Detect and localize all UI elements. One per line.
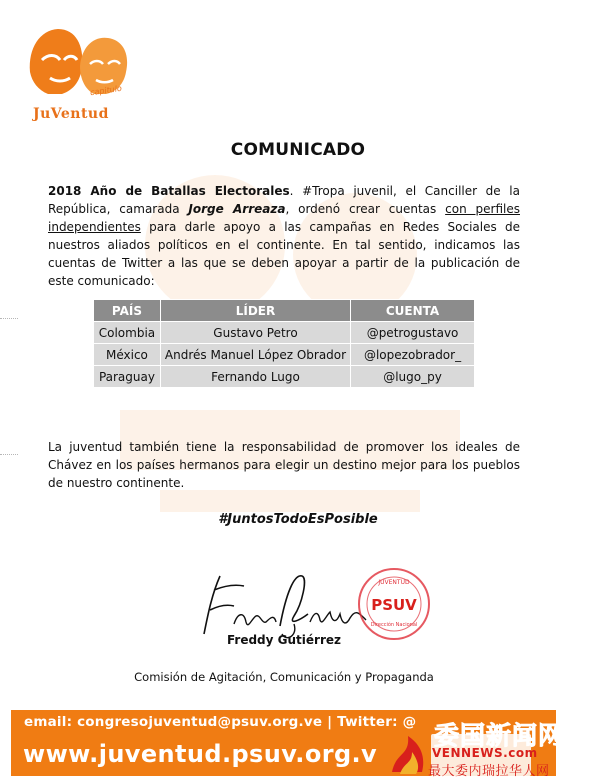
seal-bottom-text: Dirección Nacional bbox=[370, 622, 418, 628]
table-header-row bbox=[94, 300, 475, 322]
cell-country: México bbox=[94, 344, 161, 366]
two-faces-logo-icon bbox=[26, 24, 134, 108]
site-name-cn: 委国新闻网 bbox=[434, 721, 565, 750]
table-row bbox=[94, 344, 475, 366]
closing-paragraph: La juventud también tiene la responsabilidad de promover los ideales de Chávez en los países hermanos para elegir un destino mejor para los pueblos de nuestro continente. bbox=[48, 440, 520, 490]
page-title: COMUNICADO bbox=[230, 140, 366, 160]
intro-text-a: . #Tropa juvenil, el Canciller de la República, camarada bbox=[48, 184, 520, 216]
cell-country: Paraguay bbox=[94, 366, 161, 388]
signer-name: Freddy Gutiérrez bbox=[226, 633, 341, 647]
margin-dots bbox=[0, 454, 18, 455]
intro-paragraph bbox=[48, 182, 520, 290]
intro-underlined: con perfiles independientes bbox=[48, 202, 520, 234]
psuv-seal-icon bbox=[356, 566, 432, 642]
table-row bbox=[94, 366, 475, 388]
site-tagline: 最大委内瑞拉华人网 bbox=[428, 764, 550, 779]
commission-name: Comisión de Agitación, Comunicación y Propaganda bbox=[134, 670, 434, 684]
table-row bbox=[94, 322, 475, 344]
intro-text-c: para darle apoyo a las campañas en Redes Sociales de nuestros aliados políticos en el continente. En tal sentido, indicamos las cuentas de Twitter a las que se deben apoyar a partir de la publicación de este comunicado: bbox=[48, 220, 520, 288]
site-watermark bbox=[386, 716, 596, 783]
footer-contact: email: congresojuventud@psuv.org.ve | Twitter: @ bbox=[24, 714, 417, 730]
margin-dots bbox=[0, 318, 18, 319]
cell-account: @petrogustavo bbox=[351, 322, 475, 344]
logo-juventud-text: JuVentud bbox=[33, 106, 109, 122]
intro-text-b: , ordenó crear cuentas bbox=[285, 202, 446, 216]
cell-leader: Fernando Lugo bbox=[160, 366, 350, 388]
site-name-en: VENNEWS.com bbox=[432, 746, 538, 760]
seal-party-text: PSUV bbox=[371, 596, 417, 614]
logo-capitulo-text: capitulo bbox=[89, 83, 123, 98]
cell-country: Colombia bbox=[94, 322, 161, 344]
accounts-table bbox=[93, 299, 475, 388]
cell-leader: Gustavo Petro bbox=[160, 322, 350, 344]
cell-account: @lopezobrador_ bbox=[351, 344, 475, 366]
header-account: CUENTA bbox=[351, 300, 475, 322]
seal-top-text: JUVENTUD bbox=[378, 579, 410, 586]
cell-account: @lugo_py bbox=[351, 366, 475, 388]
juventud-logo bbox=[26, 24, 134, 122]
intro-lead: 2018 Año de Batallas Electorales bbox=[48, 184, 290, 198]
header-country: PAÍS bbox=[94, 300, 161, 322]
hashtag: #JuntosTodoEsPosible bbox=[218, 512, 378, 527]
cell-leader: Andrés Manuel López Obrador bbox=[160, 344, 350, 366]
footer-website: www.juventud.psuv.org.v bbox=[23, 740, 378, 768]
chancellor-name: Jorge Arreaza bbox=[188, 202, 286, 216]
header-leader: LÍDER bbox=[160, 300, 350, 322]
